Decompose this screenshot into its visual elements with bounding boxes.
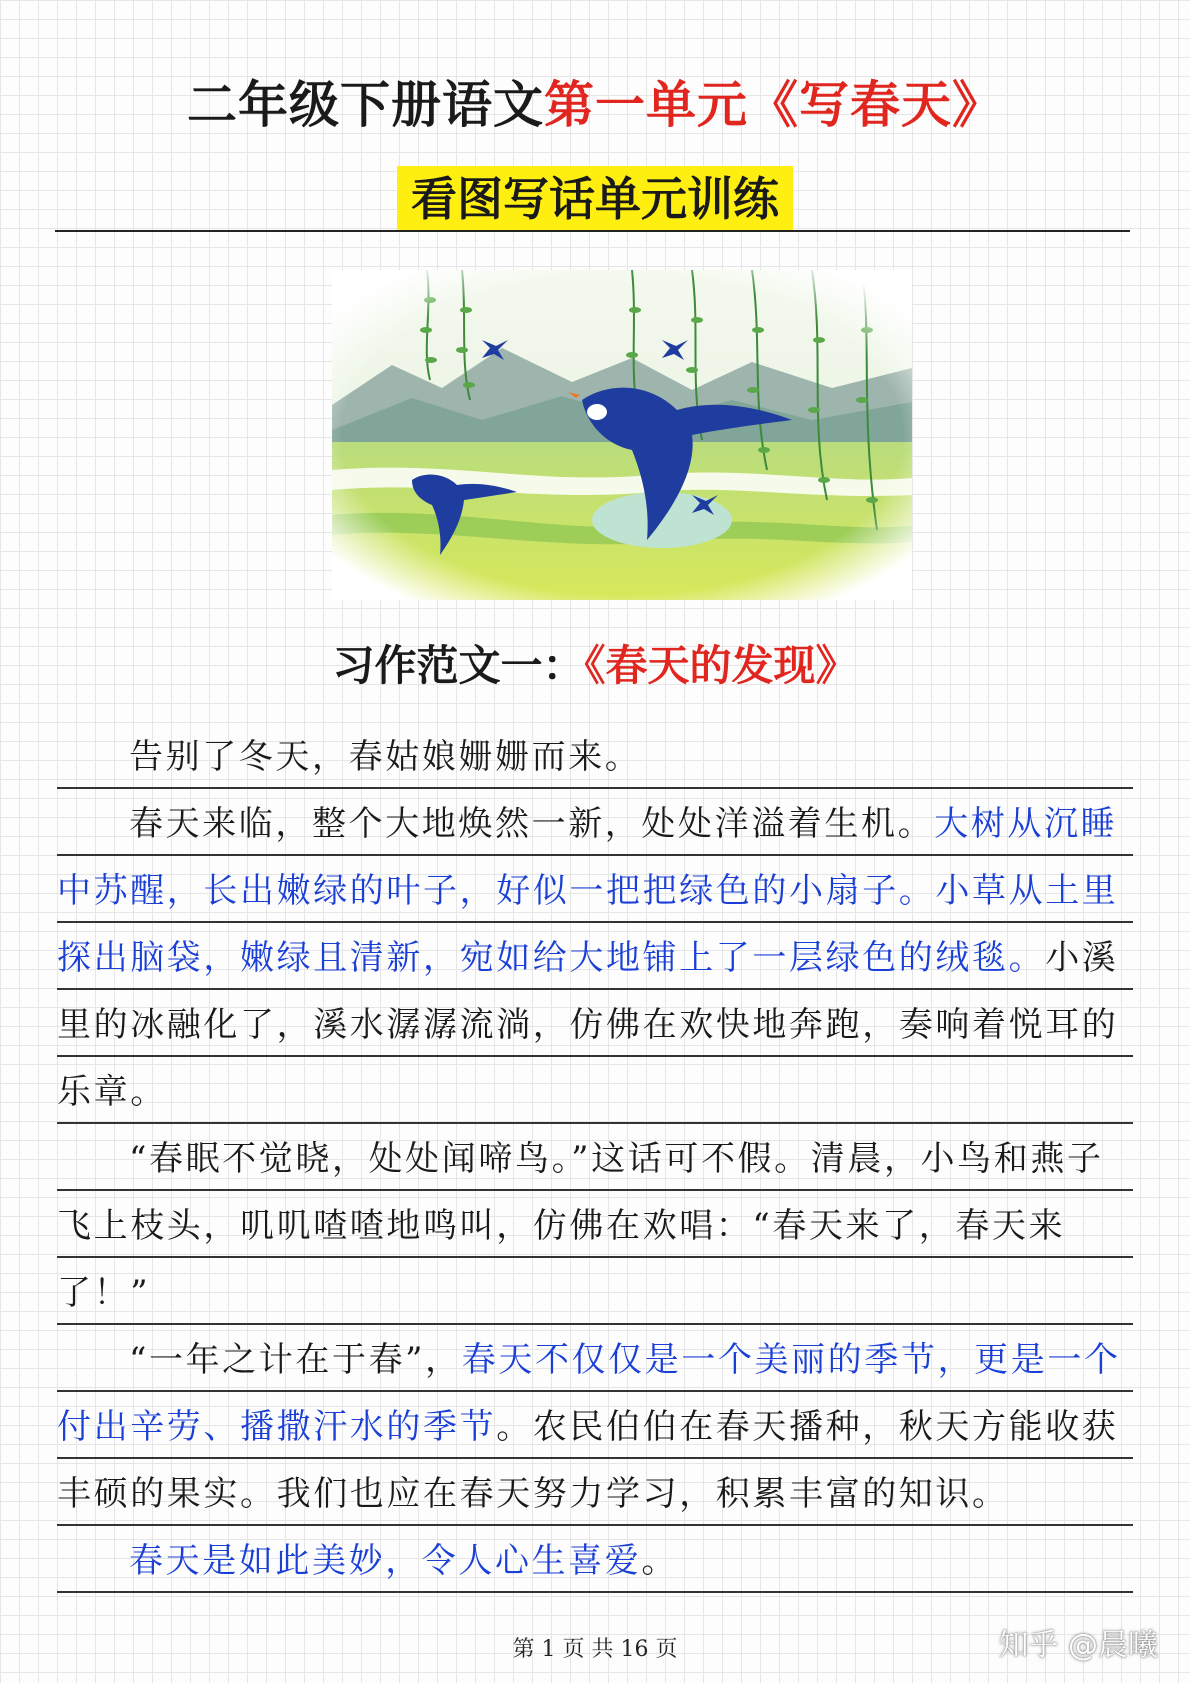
subtitle-block <box>0 166 1190 232</box>
sentence: “春眠不觉晓，处处闻啼鸟。”这话可不假。清晨，小鸟和燕子飞上枝头，叽叽喳喳地鸣叫，仿佛在欢唱：“春天来了，春天来了！” <box>57 1139 1104 1313</box>
highlighted-sentence: 大树从沉睡中苏醒，长出嫩绿的叶子，好似一把把绿色的小扇子。小草从土里探出脑袋，嫩绿且清新，宛如给大地铺上了一层绿色的绒毯。 <box>57 804 1119 978</box>
essay-body <box>57 724 1133 1595</box>
essay-paragraph <box>57 724 1133 791</box>
document-title <box>0 72 1190 138</box>
watermark: 知乎 @晨曦 <box>998 1628 1158 1663</box>
essay-paragraph <box>57 791 1133 1126</box>
highlighted-sentence: 春天是如此美妙，令人心生喜爱 <box>129 1541 642 1581</box>
sentence: 春天来临，整个大地焕然一新，处处洋溢着生机。 <box>129 804 935 844</box>
title-grade-text: 二年级下册语文 <box>187 76 544 134</box>
page-number: 第 1 页 共 16 页 <box>512 1637 678 1662</box>
header-divider <box>55 230 1130 232</box>
essay-title <box>0 636 1190 696</box>
title-unit-text: 第一单元《写春天》 <box>544 76 1003 134</box>
essay-title-label: 习作范文一： <box>332 641 585 690</box>
sentence: 。农民伯伯在春天播种，秋天方能收获丰硕的果实。我们也应在春天努力学习，积累丰富的知识。 <box>57 1407 1119 1514</box>
sentence: 告别了冬天，春姑娘姗姗而来。 <box>129 737 642 777</box>
document-subtitle: 看图写话单元训练 <box>397 166 793 232</box>
sentence: 。 <box>641 1541 679 1581</box>
highlighted-sentence: 春天不仅仅是一个美丽的季节，更是一个付出辛劳、播撒汗水的季节 <box>57 1340 1121 1447</box>
sentence: “一年之计在于春”， <box>129 1340 462 1380</box>
swallows-spring-willow-icon <box>332 270 912 600</box>
essay-title-name: 《春天的发现》 <box>584 641 858 690</box>
essay-paragraph <box>57 1528 1133 1595</box>
essay-paragraph <box>57 1126 1133 1327</box>
essay-paragraph <box>57 1327 1133 1528</box>
sentence: 小溪里的冰融化了，溪水潺潺流淌，仿佛在欢快地奔跑，奏响着悦耳的乐章。 <box>57 938 1119 1112</box>
swallows-spring-illustration <box>332 270 912 600</box>
